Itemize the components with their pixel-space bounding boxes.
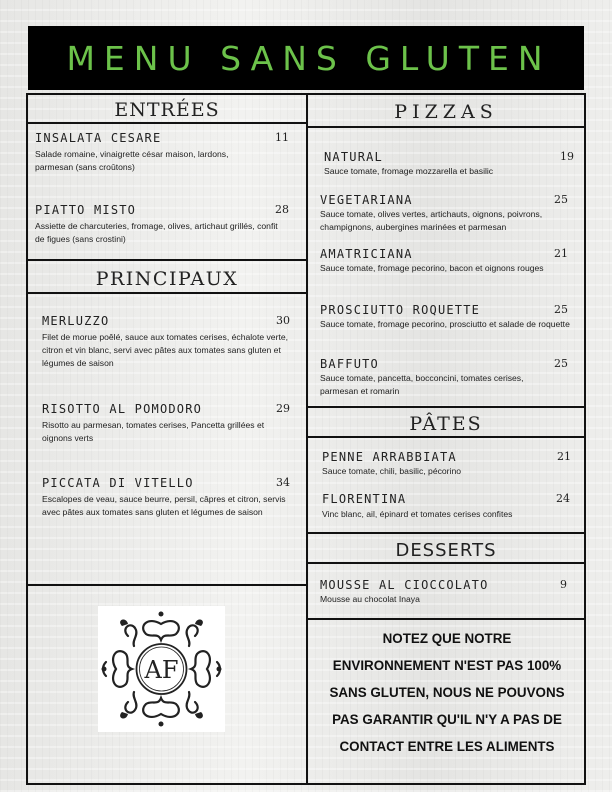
item-description: Escalopes de veau, sauce beurre, persil, câpres et citron, servis avec pâtes aux tomates sans gluten et légumes de saison (42, 494, 286, 517)
item-price: 34 (276, 476, 290, 489)
divider-entrees (26, 122, 306, 124)
item-description: Vinc blanc, ail, épinard et tomates cerises confites (322, 509, 513, 519)
item-price: 9 (560, 578, 567, 591)
item-description: Risotto au parmesan, tomates cerises, Pancetta grillées et oignons verts (42, 420, 265, 443)
item-name: MERLUZZO (42, 314, 110, 328)
item-description: Sauce tomate, fromage mozzarella et basilic (324, 166, 494, 176)
menu-item-risotto (42, 402, 300, 445)
notice-line: SANS GLUTEN, NOUS NE POUVONS (329, 685, 565, 700)
item-name: AMATRICIANA (320, 247, 413, 261)
item-price: 30 (276, 314, 290, 327)
section-title-pizzas: PIZZAS (394, 101, 498, 123)
item-price: 21 (554, 247, 568, 260)
menu-item-piccata (42, 476, 300, 519)
menu-item-insalata-cesare (35, 131, 300, 174)
menu-item-mousse (320, 578, 578, 606)
item-name: VEGETARIANA (320, 193, 413, 207)
divider-pates (306, 436, 586, 438)
title-banner (28, 26, 584, 90)
menu-item-prosciutto-roquette (320, 303, 578, 331)
item-name: PROSCIUTTO ROQUETTE (320, 303, 481, 317)
logo-monogram-text: AF (144, 656, 179, 684)
menu-item-merluzzo (42, 314, 300, 370)
menu-title: MENU SANS GLUTEN (66, 38, 552, 78)
notice-line: NOTEZ QUE NOTRE (382, 631, 512, 646)
divider-principaux (26, 292, 306, 294)
af-monogram-icon (98, 606, 225, 732)
item-description: Sauce tomate, fromage pecorino, prosciutto et salade de roquette (320, 319, 570, 329)
divider-pates-top (306, 406, 586, 408)
divider-desserts (306, 562, 586, 564)
column-divider (306, 93, 308, 785)
item-name: PICCATA DI VITELLO (42, 476, 194, 490)
notice-line: CONTACT ENTRE LES ALIMENTS (339, 739, 555, 754)
menu-item-amatriciana (320, 247, 578, 275)
divider-principaux-top (26, 259, 306, 261)
section-title-principaux: PRINCIPAUX (95, 268, 239, 290)
item-description: Filet de morue poêlé, sauce aux tomates cerises, échalote verte, citron et vin blanc, servi avec pâtes aux tomates sans gluten et légumes de saison (42, 332, 289, 368)
item-price: 25 (554, 193, 568, 206)
notice-line: ENVIRONNEMENT N'EST PAS 100% (332, 658, 562, 673)
menu-item-baffuto (320, 357, 578, 398)
section-title-entrees: ENTRÉES (114, 99, 220, 121)
menu-item-natural (324, 150, 578, 178)
item-description: Assiette de charcuteries, fromage, olives, artichaut grillés, confit de figues (sans crostini) (35, 221, 278, 244)
section-title-desserts: DESSERTS (395, 540, 497, 561)
item-name: NATURAL (324, 150, 383, 164)
item-price: 29 (276, 402, 290, 415)
menu-item-vegetariana (320, 193, 578, 234)
item-name: INSALATA CESARE (35, 131, 162, 145)
item-price: 11 (275, 131, 289, 144)
menu-item-florentina (322, 492, 578, 521)
item-name: RISOTTO AL POMODORO (42, 402, 203, 416)
menu-item-penne-arrabbiata (322, 450, 578, 478)
item-description: Sauce tomate, fromage pecorino, bacon et oignons rouges (320, 263, 544, 273)
notice-line: PAS GARANTIR QU'IL N'Y A PAS DE (332, 712, 562, 727)
item-price: 24 (556, 492, 570, 505)
menu-item-piatto-misto (35, 203, 300, 246)
item-name: MOUSSE AL CIOCCOLATO (320, 578, 489, 592)
item-description: Sauce tomate, chili, basilic, pécorino (322, 466, 462, 476)
item-price: 25 (554, 303, 568, 316)
divider-desserts-top (306, 532, 586, 534)
divider-logo (26, 584, 306, 586)
item-name: FLORENTINA (322, 492, 407, 506)
item-price: 19 (560, 150, 574, 163)
item-price: 21 (557, 450, 571, 463)
gluten-notice (316, 625, 578, 760)
item-name: BAFFUTO (320, 357, 379, 371)
divider-notice (306, 618, 586, 620)
item-description: Salade romaine, vinaigrette césar maison, lardons, parmesan (sans croûtons) (35, 149, 229, 172)
item-price: 28 (275, 203, 289, 216)
item-description: Sauce tomate, pancetta, bocconcini, tomates cerises, parmesan et romarin (320, 373, 524, 396)
item-price: 25 (554, 357, 568, 370)
divider-pizzas (306, 126, 586, 128)
logo (98, 606, 225, 732)
item-description: Sauce tomate, olives vertes, artichauts, oignons, poivrons, champignons, aubergines marinées et parmesan (320, 209, 543, 232)
item-name: PENNE ARRABBIATA (322, 450, 457, 464)
item-description: Mousse au chocolat Inaya (320, 594, 420, 604)
section-title-pates: PÂTES (409, 413, 483, 435)
item-name: PIATTO MISTO (35, 203, 137, 217)
